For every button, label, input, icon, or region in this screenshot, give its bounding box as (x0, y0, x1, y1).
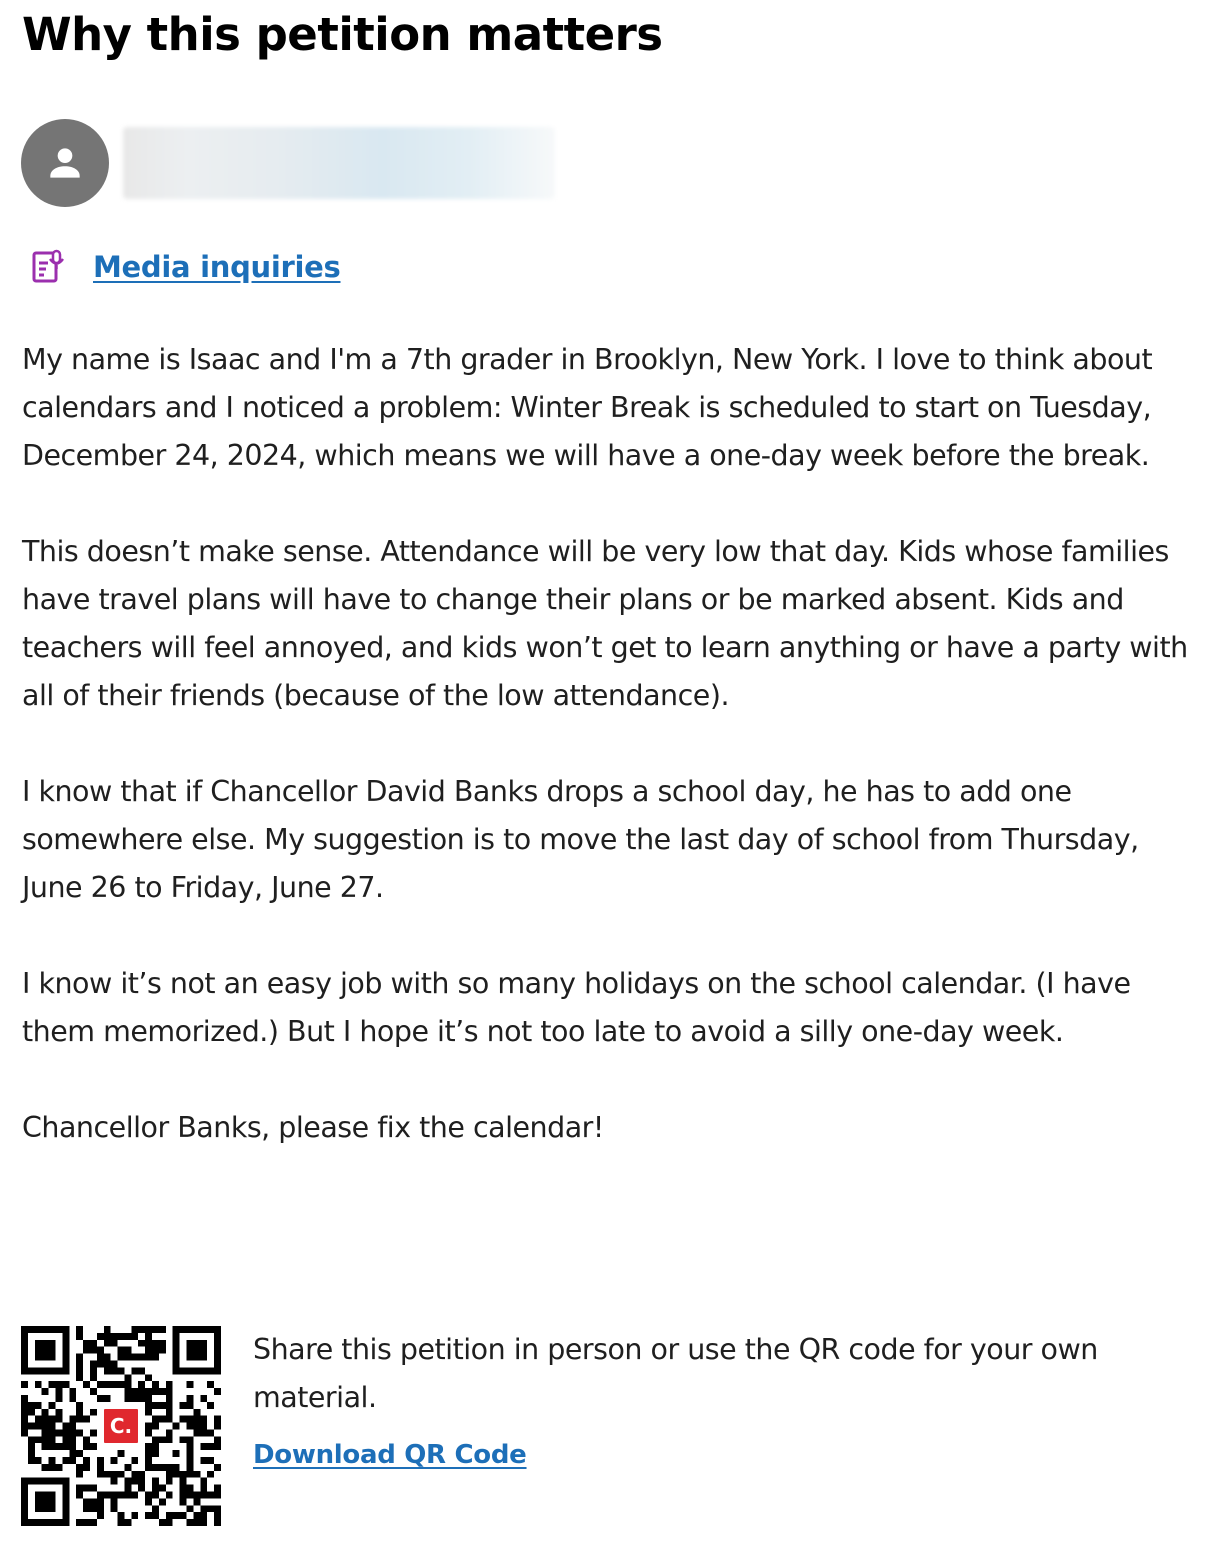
body-paragraph: Chancellor Banks, please fix the calendar! (22, 1111, 604, 1144)
document-microphone-icon (28, 247, 68, 287)
qr-logo-badge: C. (101, 1406, 141, 1446)
person-icon (43, 141, 87, 185)
qr-code (21, 1326, 221, 1526)
body-paragraph: I know that if Chancellor David Banks drops a school day, he has to add one somewhere else. My suggestion is to move the last day of school from Thursday, June 26 to Friday, June 27. (22, 775, 1139, 904)
body-paragraph: This doesn’t make sense. Attendance will be very low that day. Kids whose families have travel plans will have to change their plans or be marked absent. Kids and teachers will feel annoyed, and kids won’t get to learn anything or have a party with all of their friends (because of the low attendance). (22, 535, 1188, 712)
author-row (21, 119, 555, 207)
qr-section (21, 1326, 1191, 1526)
download-qr-code-link[interactable]: Download QR Code (253, 1440, 527, 1470)
author-name-redacted (123, 127, 555, 199)
media-inquiries-link[interactable]: Media inquiries (93, 250, 341, 284)
avatar (21, 119, 109, 207)
petition-body (22, 336, 1190, 1152)
body-paragraph: My name is Isaac and I'm a 7th grader in Brooklyn, New York. I love to think about calendars and I noticed a problem: Winter Break is scheduled to start on Tuesday, December 24, 2024, which means we will have a one-day week before the break. (22, 343, 1153, 472)
qr-description: Share this petition in person or use the QR code for your own material. (253, 1333, 1098, 1414)
body-paragraph: I know it’s not an easy job with so many holidays on the school calendar. (I have them memorized.) But I hope it’s not too late to avoid a silly one-day week. (22, 967, 1131, 1048)
section-heading: Why this petition matters (22, 8, 663, 61)
qr-text-block (253, 1326, 1191, 1526)
media-inquiries-row[interactable] (28, 246, 341, 288)
